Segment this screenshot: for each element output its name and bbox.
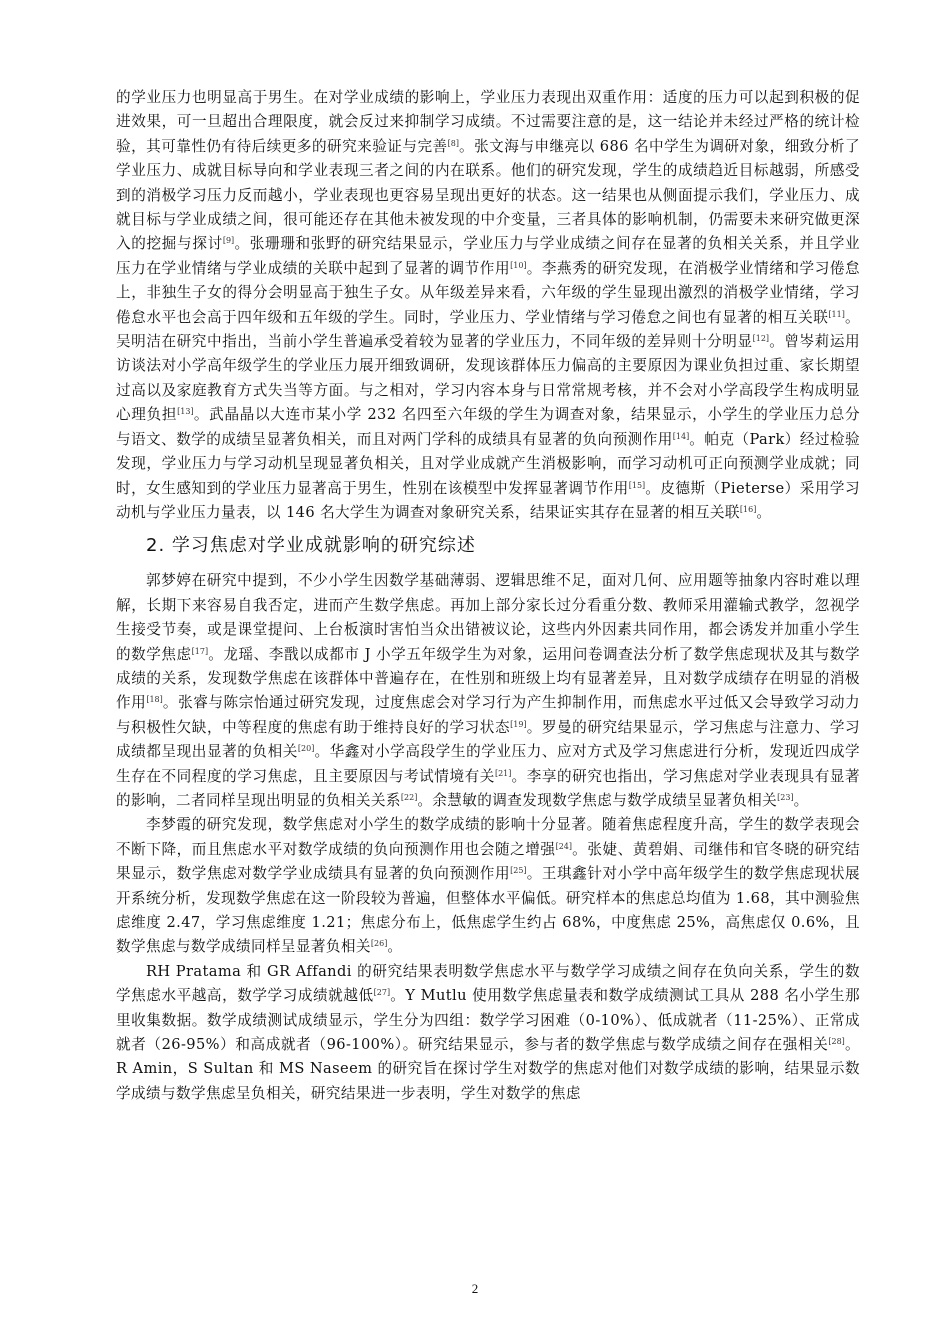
citation-marker: [25] <box>510 866 527 876</box>
citation-marker: [18] <box>146 695 163 705</box>
text-run: 。王琪鑫针对小学中高年级学生的数学焦虑现状展开系统分析，发现数学焦虑在这一阶段较为普遍，但整体水平偏低。研究样本的焦虑总均值为 1.68，其中测验焦虑维度 2.47，学习焦虑维度 1.21；焦虑分布上，低焦虑学生约占 68%，中度焦虑 25%，高焦虑仅 0.6%，且数学焦虑与数学成绩同样呈显著负相关 <box>116 865 860 956</box>
citation-marker: [28] <box>828 1037 845 1047</box>
text-run: 。龙瑶、李戬以成都市 J 小学五年级学生为对象，运用问卷调查法分析了数学焦虑现状及其与数学成绩的关系，发现数学焦虑在该群体中普遍存在，在性别和班级上均有显著差异，且对数学成绩存在明显的消极作用 <box>116 645 860 712</box>
text-run: 的学业压力也明显高于男生。在对学业成绩的影响上，学业压力表现出双重作用：适度的压力可以起到积极的促进效果，可一旦超出合理限度，就会反过来抑制学习成绩。不过需要注意的是，这一结论并未经过严格的统计检验，其可靠性仍有待后续更多的研究来验证与完善 <box>116 89 860 155</box>
citation-marker: [20] <box>297 744 315 754</box>
text-run: 。 <box>756 503 772 521</box>
citation-marker: [11] <box>828 309 845 319</box>
text-run: 李梦霞的研究发现，数学焦虑对小学生的数学成绩的影响十分显著。随着焦虑程度升高，学生的数学表现会不断下降，而且焦虑水平对数学成绩的负向预测作用也会随之增强 <box>116 816 860 858</box>
text-run: 。张文海与申继亮以 686 名中学生为调研对象，细致分析了学业压力、成就目标导向和学业表现三者之间的内在联系。他们的研究发现，学生的成绩趋近目标越弱，所感受到的消极学习压力反而越小，学业表现也更容易呈现出更好的状态。这一结果也从侧面提示我们，学业压力、成就目标与学业成绩之间，很可能还存在其他未被发现的中介变量，三者具体的影响机制，仍需要未来研究做更深入的挖掘与探讨 <box>116 137 860 253</box>
text-run: 。Y Mutlu 使用数学焦虑量表和数学成绩测试工具从 288 名小学生那里收集数据。数学成绩测试成绩显示，学生分为四组：数学学习困难（0-10%）、低成就者（11-25%）、正常成就者（26-95%）和高成就者（96-100%）。研究结果显示，参与者的数学焦虑与数学成绩之间存在强相关 <box>116 987 860 1054</box>
citation-marker: [9] <box>222 236 235 246</box>
citation-marker: [27] <box>373 988 391 998</box>
text-run: 。李享的研究也指出，学习焦虑对学业表现具有显著的影响，二者同样呈现出明显的负相关关系 <box>116 767 860 809</box>
paragraph-academic-pressure <box>116 86 860 525</box>
text-run: 。曾岑莉运用访谈法对小学高年级学生的学业压力展开细致调研，发现该群体压力偏高的主要原因为课业负担过重、家长期望过高以及家庭教育方式失当等方面。与之相对，学习内容本身与日常常规考核，并不会对小学高段学生构成明显心理负担 <box>116 333 860 424</box>
citation-marker: [14] <box>672 431 690 441</box>
text-run: RH Pratama 和 GR Affandi 的研究结果表明数学焦虑水平与数学学习成绩之间存在负向关系，学生的数学焦虑水平越高，数学学习成绩就越低 <box>116 962 860 1005</box>
citation-marker: [10] <box>510 260 527 270</box>
text-run: 。华鑫对小学高段学生的学业压力、应对方式及学习焦虑进行分析，发现近四成学生存在不同程度的学习焦虑，且主要原因与考试情境有关 <box>116 743 861 785</box>
text-run: 。帕克（Park）经过检验发现，学业压力与学习动机呈现显著负相关，且对学业成就产生消极影响，而学习动机可正向预测学业成就；同时，女生感知到的学业压力显著高于男生，性别在该模型中发挥显著调节作用 <box>116 430 860 497</box>
text-run: 。张婕、黄碧娟、司继伟和官冬晓的研究结果显示，数学焦虑对数学学业成绩具有显著的负向预测作用 <box>116 840 860 883</box>
body-text <box>116 86 860 1106</box>
text-run: 。R Amin，S Sultan 和 MS Naseem 的研究旨在探讨学生对数学的焦虑对他们对数学成绩的影响，结果显示数学成绩与数学焦虑呈负相关，研究结果进一步表明，学生对数学的焦虑 <box>116 1036 860 1102</box>
citation-marker: [13] <box>177 407 194 417</box>
paragraph-foreign-studies <box>116 960 860 1106</box>
text-run: 。张珊珊和张野的研究结果显示，学业压力与学业成绩之间存在显著的负相关关系，并且学业压力在学业情绪与学业成绩的关联中起到了显著的调节作用 <box>116 235 860 277</box>
paragraph-math-anxiety-effects <box>116 813 860 959</box>
text-run: 。武晶晶以大连市某小学 232 名四至六年级的学生为调查对象，结果显示，小学生的学业压力总分与语文、数学的成绩呈显著负相关，而且对两门学科的成绩具有显著的负向预测作用 <box>116 406 860 448</box>
citation-marker: [26] <box>370 939 388 949</box>
citation-marker: [8] <box>447 138 459 148</box>
section-heading: 2. 学习焦虑对学业成就影响的研究综述 <box>146 535 476 557</box>
text-run: 。吴明洁在研究中指出，当前小学生普遍承受着较为显著的学业压力，不同年级的差异则十分明显 <box>116 308 860 351</box>
citation-marker: [24] <box>555 841 572 851</box>
text-run: 。皮德斯（Pieterse）采用学习动机与学业压力量表，以 146 名大学生为调查对象研究关系，结果证实其存在显著的相互关联 <box>116 479 860 521</box>
citation-marker: [19] <box>510 719 527 729</box>
page-number: 2 <box>471 1281 479 1296</box>
citation-marker: [22] <box>400 792 418 802</box>
text-run: 。李燕秀的研究发现，在消极学业情绪和学习倦怠上，非独生子女的得分会明显高于独生子女。从年级差异来看，六年级的学生显现出激烈的消极学业情绪，学习倦怠水平也会高于四年级和五年级的学生。同时，学业压力、学业情绪与学习倦怠之间也有显著的相互关联 <box>116 259 860 326</box>
text-run: 。罗曼的研究结果显示，学习焦虑与注意力、学习成绩都呈现出显著的负相关 <box>116 718 860 761</box>
text-run: 。张睿与陈宗怡通过研究发现，过度焦虑会对学习行为产生抑制作用，而焦虑水平过低又会导致学习动力与积极性欠缺，中等程度的焦虑有助于维持良好的学习状态 <box>116 694 860 736</box>
text-run: 。 <box>793 791 809 809</box>
citation-marker: [21] <box>494 768 512 778</box>
citation-marker: [23] <box>777 792 794 802</box>
text-run: 。余慧敏的调查发现数学焦虑与数学成绩呈显著负相关 <box>417 791 778 809</box>
citation-marker: [15] <box>628 480 646 490</box>
paragraph-learning-anxiety <box>116 569 860 813</box>
text-run: 郭梦婷在研究中提到，不少小学生因数学基础薄弱、逻辑思维不足，面对几何、应用题等抽象内容时难以理解，长期下来容易自我否定，进而产生数学焦虑。再加上部分家长过分看重分数、教师采用灌输式教学，忽视学生接受节奏，或是课堂提问、上台板演时害怕当众出错被议论，这些内外因素共同作用，都会诱发并加重小学生的数学焦虑 <box>116 572 860 663</box>
citation-marker: [16] <box>739 504 757 514</box>
citation-marker: [17] <box>191 646 209 656</box>
citation-marker: [12] <box>752 334 770 344</box>
text-run: 。 <box>387 938 403 956</box>
